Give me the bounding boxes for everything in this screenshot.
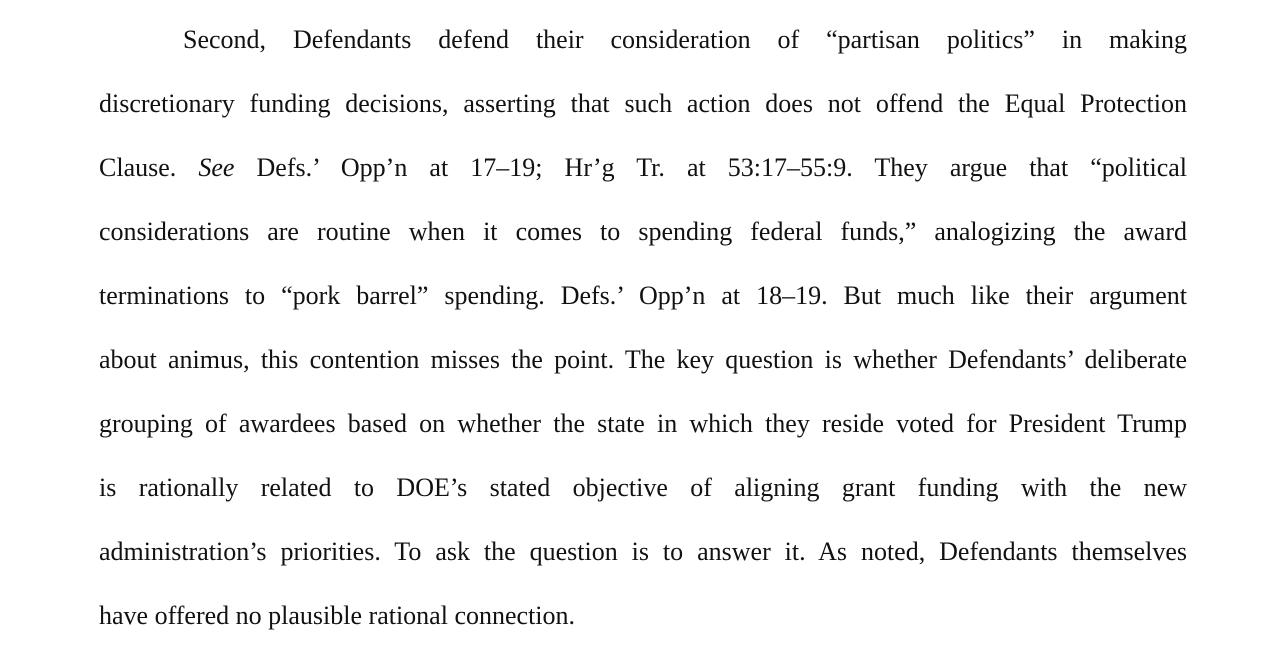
paragraph-line-9: administration’s priorities. To ask the question is to answer it. As noted, Defendants themselves bbox=[99, 537, 1187, 566]
paragraph-line-1: Second, Defendants defend their consideration of “partisan politics” in making bbox=[183, 25, 1187, 54]
paragraph-line-2: discretionary funding decisions, asserting that such action does not offend the Equal Protection bbox=[99, 89, 1187, 118]
line-3-citation-text: Defs.’ Opp’n at 17–19; Hr’g Tr. at 53:17–55:9. They argue that “political bbox=[234, 153, 1187, 182]
paragraph-line-3 bbox=[99, 152, 1187, 184]
paragraph-line-10: have offered no plausible rational connection. bbox=[99, 601, 576, 630]
paragraph-line-6: about animus, this contention misses the point. The key question is whether Defendants’ deliberate bbox=[99, 345, 1187, 374]
paragraph-line-4: considerations are routine when it comes to spending federal funds,” analogizing the award bbox=[99, 217, 1187, 246]
paragraph-line-8: is rationally related to DOE’s stated objective of aligning grant funding with the new bbox=[99, 473, 1187, 502]
paragraph-line-7: grouping of awardees based on whether the state in which they reside voted for President Trump bbox=[99, 409, 1187, 438]
paragraph-line-5: terminations to “pork barrel” spending. Defs.’ Opp’n at 18–19. But much like their argument bbox=[99, 281, 1187, 310]
line-3-lead-text: Clause. bbox=[99, 153, 199, 182]
citation-signal-see: See bbox=[198, 153, 235, 182]
